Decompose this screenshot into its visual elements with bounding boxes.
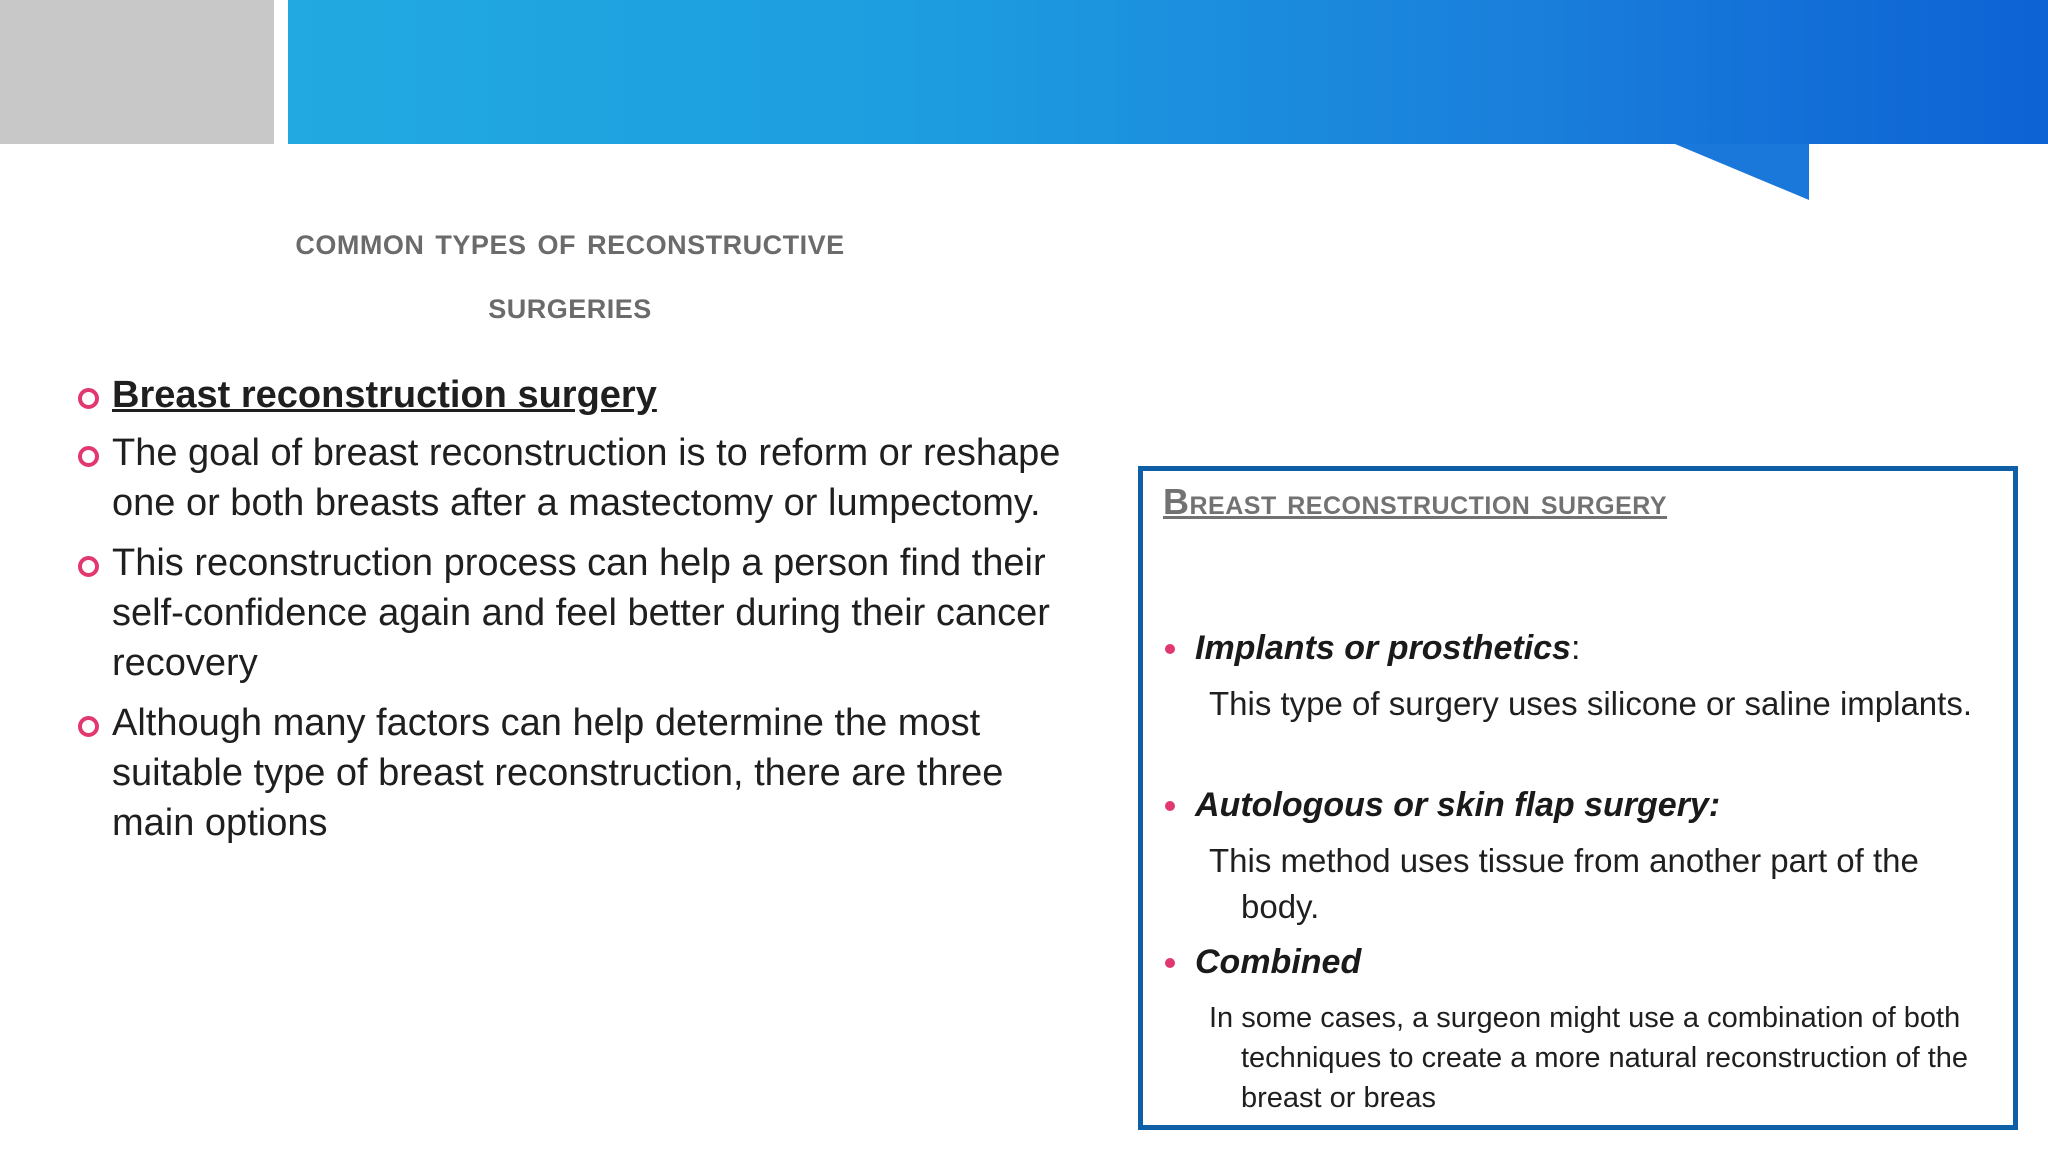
header-blue-banner (288, 0, 2048, 144)
main-bullet-list (74, 370, 1084, 858)
breast-reconstruction-panel (1138, 466, 2018, 1130)
panel-item-heading-text: Combined (1195, 943, 1362, 981)
bullet-item (74, 538, 1084, 688)
circle-bullet-icon (78, 446, 99, 467)
panel-item-description: This method uses tissue from another part of the body. (1209, 842, 1919, 925)
slide-title (100, 210, 1040, 338)
dot-bullet-icon (1165, 644, 1175, 654)
panel-item-description: In some cases, a surgeon might use a combination of both techniques to create a more natural reconstruction of the breast or breas (1209, 1002, 1969, 1114)
bullet-text: This reconstruction process can help a person find their self-confidence again and feel better during their cancer recovery (112, 542, 1050, 684)
panel-item-heading (1195, 786, 1720, 825)
bullet-text: Breast reconstruction surgery (112, 374, 657, 416)
banner-tab-shape (1675, 144, 1809, 200)
dot-bullet-icon (1165, 801, 1175, 811)
circle-bullet-icon (78, 556, 99, 577)
bullet-item (74, 698, 1084, 848)
bullet-text: The goal of breast reconstruction is to reform or reshape one or both breasts after a mastectomy or lumpectomy. (112, 432, 1061, 524)
panel-item-heading-text: Autologous or skin flap surgery: (1195, 786, 1721, 824)
panel-item-description: This type of surgery uses silicone or saline implants. (1209, 685, 1972, 722)
panel-item-heading-suffix: : (1570, 629, 1581, 667)
circle-bullet-icon (78, 388, 99, 409)
bullet-text: Although many factors can help determine the most suitable type of breast reconstruction, there are three main options (112, 702, 1004, 844)
panel-title: Breast reconstruction surgery (1163, 481, 1668, 522)
bullet-item-heading (74, 370, 1084, 420)
panel-item-heading-text: Implants or prosthetics (1195, 629, 1571, 667)
circle-bullet-icon (78, 716, 99, 737)
slide-title-line-2: surgeries (488, 285, 652, 327)
slide-title-line-1: common types of reconstructive (295, 221, 845, 263)
bullet-item (74, 428, 1084, 528)
dot-bullet-icon (1165, 958, 1175, 968)
header-gray-block (0, 0, 274, 144)
panel-item-heading (1195, 943, 1361, 982)
panel-item-heading (1195, 629, 1580, 668)
